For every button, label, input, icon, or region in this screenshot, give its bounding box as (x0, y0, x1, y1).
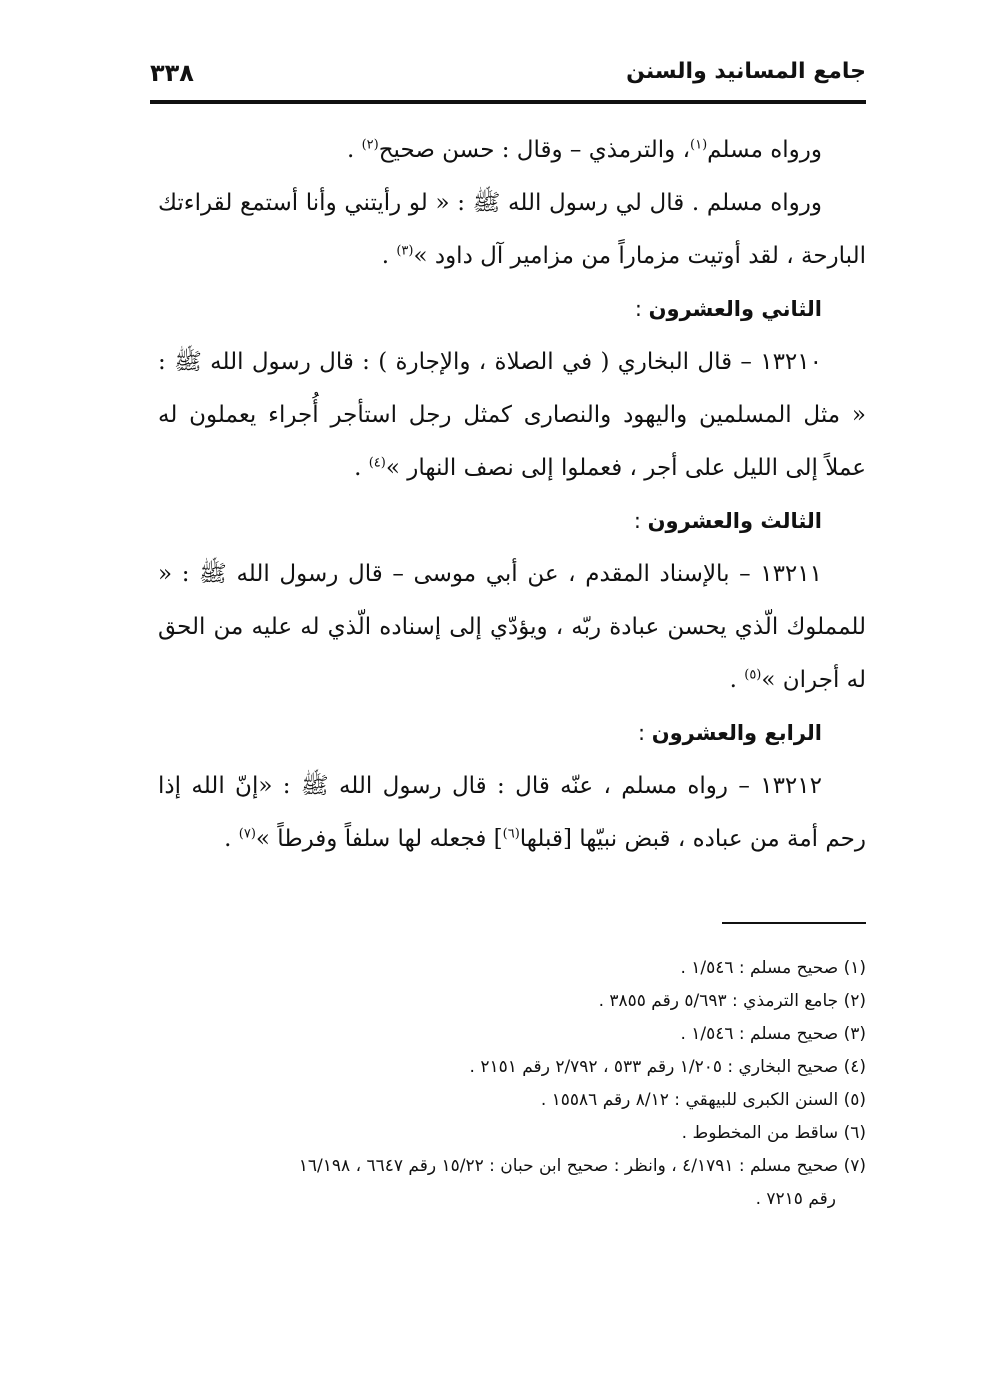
running-header (150, 55, 866, 97)
paragraph-text: ورواه مسلم (707, 137, 822, 163)
paragraph-13210 (158, 336, 866, 495)
footnote-ref-7: (٧) (238, 826, 256, 842)
paragraph-end: . (381, 243, 397, 269)
paragraph-text: ، والترمذي – وقال : حسن صحيح (378, 137, 691, 163)
paragraph-end: . (354, 455, 369, 481)
footnote-7: (٧) صحيح مسلم : ٤/١٧٩١ ، وانظر : صحيح ابن حبان : ١٥/٢٢ رقم ٦٦٤٧ ، ١٦/١٩٨ (298, 1156, 866, 1176)
paragraph-text: ١٣٢١١ – بالإسناد المقدم ، عن أبي موسى – قال رسول الله ﷺ : « للمملوك الّذي يحسن عبادة ربّه ، ويؤدّي إلى إسناده الّذي له عليه من الحق له أجران » (158, 561, 866, 693)
paragraph-13211 (158, 548, 866, 707)
paragraph-1 (158, 124, 866, 177)
paragraph-13212 (158, 760, 866, 866)
footnote-5: (٥) السنن الكبرى للبيهقي : ٨/١٢ رقم ١٥٥٨٦ . (540, 1090, 866, 1110)
paragraph-2 (158, 177, 866, 283)
footnote-6: (٦) ساقط من المخطوط . (681, 1123, 866, 1143)
footnote-7-continuation (158, 1183, 866, 1216)
footnote-ref-1: (١) (690, 137, 708, 153)
header-title: جامع المسانيد والسنن (626, 59, 866, 84)
main-text (158, 124, 866, 866)
paragraph-text: ورواه مسلم . قال لي رسول الله ﷺ : « لو رأيتني وأنا أستمع لقراءتك البارحة ، لقد أوتيت مزماراً من مزامير آل داود » (158, 190, 866, 269)
section-heading-22 (158, 283, 866, 336)
paragraph-text: ] فجعله لها سلفاً وفرطاً » (255, 826, 503, 852)
footnote-ref-5: (٥) (744, 667, 762, 683)
header-rule (150, 100, 866, 104)
heading-colon: : (637, 721, 652, 745)
paragraph-end: . (224, 826, 239, 852)
footnotes (158, 952, 866, 1216)
heading-text: الثاني والعشرون (648, 297, 822, 321)
footnote-2: (٢) جامع الترمذي : ٥/٦٩٣ رقم ٣٨٥٥ . (598, 991, 866, 1011)
paragraph-end: . (729, 667, 745, 693)
footnote-ref-4: (٤) (368, 455, 386, 471)
heading-text: الرابع والعشرون (651, 721, 822, 745)
footnote-ref-3: (٣) (396, 243, 414, 259)
paragraph-end: . (346, 137, 362, 163)
heading-colon: : (634, 297, 649, 321)
footnote-4: (٤) صحيح البخاري : ١/٢٠٥ رقم ٥٣٣ ، ٢/٧٩٢ رقم ٢١٥١ . (469, 1057, 866, 1077)
page-number: ٣٣٨ (150, 59, 194, 87)
footnote-continuation-text: رقم ٧٢١٥ . (755, 1189, 836, 1209)
heading-colon: : (633, 509, 648, 533)
footnote-rule (722, 922, 866, 924)
heading-text: الثالث والعشرون (647, 509, 822, 533)
footnote-3: (٣) صحيح مسلم : ١/٥٤٦ . (680, 1024, 866, 1044)
section-heading-23 (158, 495, 866, 548)
section-heading-24 (158, 707, 866, 760)
paragraph-text: ١٣٢١٢ – رواه مسلم ، عنّه قال : قال رسول الله ﷺ : «إنّ الله إذا رحم أمة من عباده ، قبض نبيّها [قبلها (158, 773, 866, 852)
paragraph-text: ١٣٢١٠ – قال البخاري ( في الصلاة ، والإجارة ) : قال رسول الله ﷺ : « مثل المسلمين واليهود والنصارى كمثل رجل استأجر أُجراء يعملون له عملاً إلى الليل على أجر ، فعملوا إلى نصف النهار » (158, 349, 866, 481)
footnote-1: (١) صحيح مسلم : ١/٥٤٦ . (680, 958, 866, 978)
footnote-ref-2: (٢) (361, 137, 379, 153)
footnote-ref-6: (٦) (502, 826, 520, 842)
